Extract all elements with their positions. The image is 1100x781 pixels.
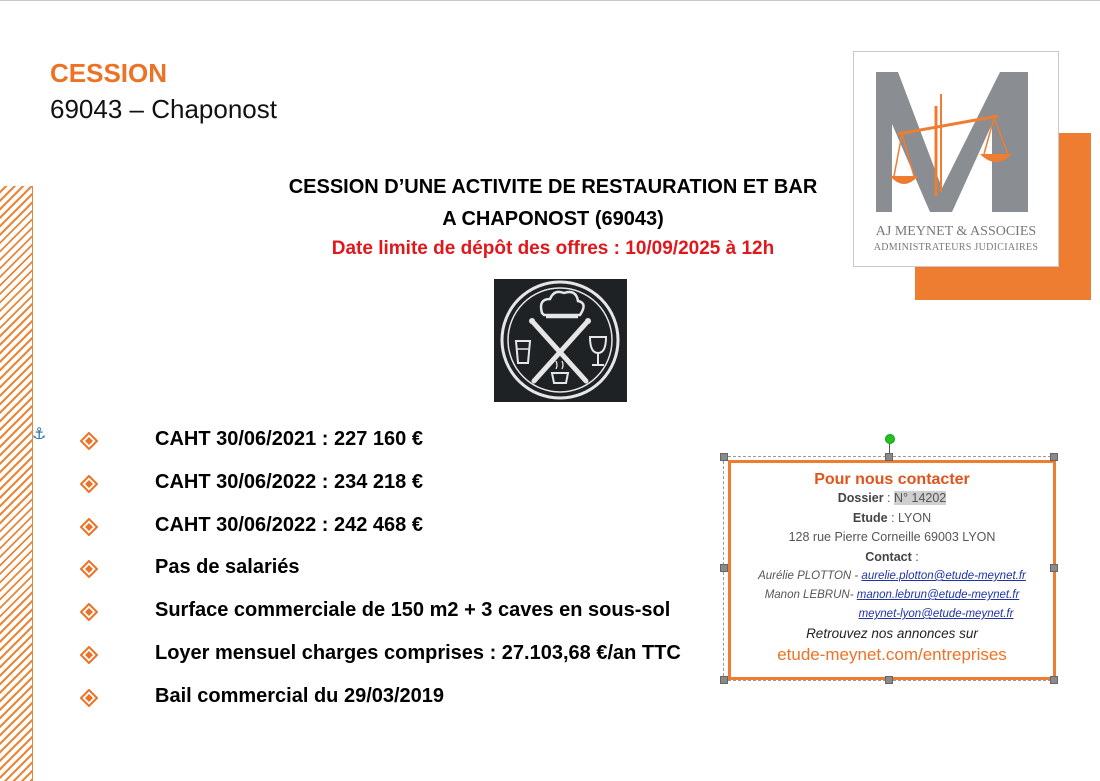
diamond-bullet-icon: [80, 475, 98, 493]
contact-title: Pour nous contacter: [814, 471, 970, 488]
list-item: [80, 685, 681, 728]
resize-handle-top[interactable]: [885, 453, 893, 461]
resize-handle-bottom[interactable]: [885, 676, 893, 684]
dossier-label: Dossier: [837, 491, 884, 505]
restaurant-emblem-image: [494, 279, 627, 402]
list-item: [80, 471, 681, 514]
list-item: [80, 514, 681, 557]
website-link[interactable]: etude-meynet.com/entreprises: [777, 645, 1007, 664]
logo-name: AJ MEYNET & ASSOCIES: [875, 224, 1037, 239]
logo-subtitle: ADMINISTRATEURS JUDICIAIRES: [873, 242, 1039, 253]
resize-handle-top-left[interactable]: [720, 453, 728, 461]
office-address: 128 rue Pierre Corneille 69003 LYON: [788, 530, 996, 544]
diamond-bullet-icon: [80, 689, 98, 707]
diamond-bullet-icon: [80, 560, 98, 578]
diamond-bullet-icon: [80, 646, 98, 664]
rotation-handle[interactable]: [885, 434, 895, 444]
hatched-side-band: [0, 186, 33, 781]
diamond-bullet-icon: [80, 603, 98, 621]
offer-deadline: Date limite de dépôt des offres : 10/09/2025 à 12h: [331, 238, 775, 259]
contact-label: Contact: [865, 549, 912, 564]
top-rule: [0, 0, 1100, 1]
location-title: 69043 – Chaponost: [50, 94, 277, 124]
bullet-text: Surface commerciale de 150 m2 + 3 caves en sous-sol: [155, 599, 671, 622]
person-1-name: Aurélie PLOTTON -: [758, 570, 859, 582]
contact-person-1: [731, 567, 1053, 586]
resize-handle-bottom-right[interactable]: [1050, 676, 1058, 684]
etude-label: Etude: [852, 510, 888, 525]
etude-value: LYON: [898, 510, 932, 525]
beer-glass-icon: [516, 341, 530, 363]
cession-label: CESSION: [50, 58, 168, 88]
email-link-2[interactable]: manon.lebrun@etude-meynet.fr: [856, 589, 1020, 601]
resize-handle-top-right[interactable]: [1050, 453, 1058, 461]
bullet-text: CAHT 30/06/2022 : 234 218 €: [155, 470, 423, 493]
dossier-number: N° 14202: [894, 491, 947, 505]
diamond-bullet-icon: [80, 518, 98, 536]
contact-general-email: [731, 605, 1053, 624]
bullet-text: CAHT 30/06/2022 : 242 468 €: [155, 513, 423, 536]
monogram-m-scales-icon: [868, 64, 1044, 224]
headline-line-2: A CHAPONOST (69043): [442, 208, 664, 230]
resize-handle-bottom-left[interactable]: [720, 676, 728, 684]
bullet-text: Loyer mensuel charges comprises : 27.103,68 €/an TTC: [155, 641, 681, 664]
chef-hat-icon: [541, 292, 584, 317]
wine-glass-icon: [590, 337, 606, 365]
person-2-name: Manon LEBRUN-: [764, 589, 854, 601]
bullet-text: Pas de salariés: [155, 556, 300, 579]
coffee-cup-icon: [552, 361, 568, 383]
list-item: [80, 428, 681, 471]
crossed-utensils-icon: [529, 318, 591, 381]
list-item: [80, 642, 681, 685]
resize-handle-right[interactable]: [1050, 564, 1058, 572]
contact-textbox[interactable]: [728, 460, 1056, 680]
company-logo: [853, 51, 1059, 267]
listings-note: Retrouvez nos annonces sur: [806, 626, 978, 641]
feature-list: [80, 428, 681, 728]
etude-line: Etude : LYON: [852, 510, 932, 525]
list-item: [80, 556, 681, 599]
list-item: [80, 599, 681, 642]
resize-handle-left[interactable]: [720, 564, 728, 572]
anchor-icon: ⚓: [32, 426, 47, 443]
email-link-1[interactable]: aurelie.plotton@etude-meynet.fr: [861, 570, 1026, 582]
email-link-3[interactable]: meynet-lyon@etude-meynet.fr: [858, 608, 1014, 620]
diamond-bullet-icon: [80, 432, 98, 450]
contact-person-2: [731, 586, 1053, 605]
dossier-line: Dossier : N° 14202: [837, 491, 947, 505]
bullet-text: CAHT 30/06/2021 : 227 160 €: [155, 428, 423, 450]
contact-line: Contact :: [865, 549, 919, 564]
headline-line-1: CESSION D’UNE ACTIVITE DE RESTAURATION ET BAR: [288, 176, 818, 198]
bullet-text: Bail commercial du 29/03/2019: [155, 684, 445, 707]
